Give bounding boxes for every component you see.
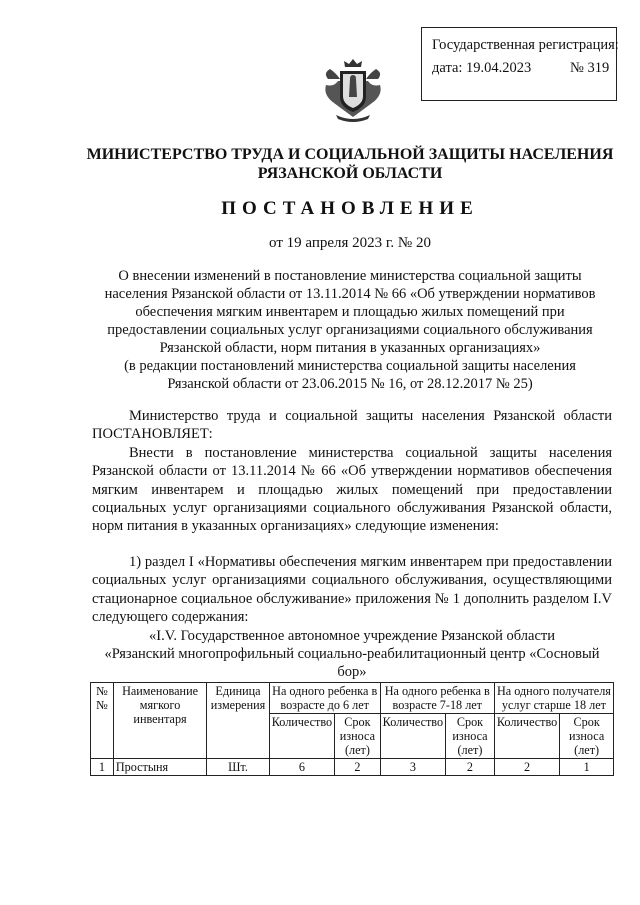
cell-wear: 2 [446, 759, 495, 776]
ministry-name-line1: МИНИСТЕРСТВО ТРУДА И СОЦИАЛЬНОЙ ЗАЩИТЫ НАСЕЛЕНИЯ [86, 146, 614, 163]
cell-wear: 2 [335, 759, 381, 776]
registration-date: дата: 19.04.2023 [432, 60, 532, 76]
body-paragraph-1: Министерство труда и социальной защиты населения Рязанской области ПОСТАНОВЛЯЕТ: [92, 408, 612, 443]
document-type: ПОСТАНОВЛЕНИЕ [221, 198, 479, 219]
header-qty: Количество [269, 714, 334, 759]
section-heading-line2: «Рязанский многопрофильный социально-реабилитационный центр «Сосновый бор» [104, 646, 600, 680]
header-unit: Единица измерения [207, 683, 269, 759]
cell-num: 1 [91, 759, 114, 776]
header-name: Наименование мягкого инвентаря [113, 683, 206, 759]
cell-qty: 2 [494, 759, 559, 776]
subject-line: обеспечения мягким инвентарем и площадью жилых помещений при [135, 304, 565, 320]
page-bottom-margin [0, 806, 640, 905]
registration-number: № 319 [570, 60, 610, 76]
header-wear: Срок износа (лет) [446, 714, 495, 759]
subject-line: предоставлении социальных услуг организациями социального обслуживания [107, 322, 593, 338]
coat-of-arms-icon [322, 57, 384, 125]
ministry-name-line2: РЯЗАНСКОЙ ОБЛАСТИ [257, 165, 443, 182]
header-qty: Количество [380, 714, 445, 759]
document-date: от 19 апреля 2023 г. № 20 [269, 235, 431, 251]
registration-title: Государственная регистрация: [432, 37, 619, 53]
header-num: № № [91, 683, 114, 759]
subject-line: Рязанской области, норм питания в указанных организациях» [159, 340, 541, 356]
cell-qty: 3 [380, 759, 445, 776]
header-group-over-18: На одного получателя услуг старше 18 лет [494, 683, 613, 714]
cell-name: Простыня [113, 759, 206, 776]
cell-qty: 6 [269, 759, 334, 776]
header-wear: Срок износа (лет) [335, 714, 381, 759]
cell-unit: Шт. [207, 759, 269, 776]
body-paragraph-3: 1) раздел I «Нормативы обеспечения мягким инвентарем при предоставлении социальных услуг организациями социального обслуживания, осуществляющими стационарное социальное обслуживание» приложения № 1 дополнить разделом I.V следующего содержания: [92, 554, 612, 625]
header-qty: Количество [494, 714, 559, 759]
table-row [91, 759, 614, 776]
header-wear: Срок износа (лет) [560, 714, 614, 759]
inventory-table [90, 682, 614, 776]
header-group-under-6: На одного ребенка в возрасте до 6 лет [269, 683, 380, 714]
cell-wear: 1 [560, 759, 614, 776]
subject-line: О внесении изменений в постановление министерства социальной защиты [118, 268, 582, 284]
subject-line: (в редакции постановлений министерства социальной защиты населения [124, 358, 576, 374]
header-group-7-18: На одного ребенка в возрасте 7-18 лет [380, 683, 494, 714]
subject-line: Рязанской области от 23.06.2015 № 16, от 28.12.2017 № 25) [167, 376, 533, 392]
body-paragraph-2: Внести в постановление министерства социальной защиты населения Рязанской области от 13.11.2014 № 66 «Об утверждении нормативов обеспечения мягким инвентарем и площадью жилых помещений при предоставлении социальных услуг организациями социального обслуживания Рязанской области, норм питания в указанных организациях» следующие изменения: [92, 445, 612, 535]
section-heading-line1: «I.V. Государственное автономное учреждение Рязанской области [149, 628, 555, 644]
subject-line: населения Рязанской области от 13.11.2014 № 66 «Об утверждении нормативов [104, 286, 596, 302]
